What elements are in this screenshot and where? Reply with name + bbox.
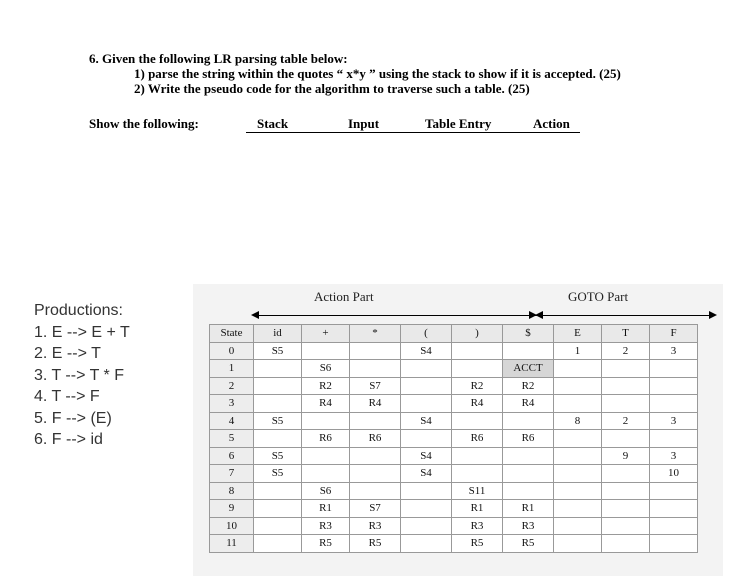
table-cell — [254, 517, 302, 535]
state-cell: 7 — [210, 465, 254, 483]
table-cell: S6 — [302, 482, 350, 500]
table-cell — [350, 412, 401, 430]
table-cell — [554, 517, 602, 535]
table-cell: R6 — [350, 430, 401, 448]
table-cell: 10 — [650, 465, 698, 483]
table-cell — [254, 377, 302, 395]
table-cell: R5 — [452, 535, 503, 553]
table-cell: S5 — [254, 447, 302, 465]
productions-title: Productions: — [34, 302, 123, 319]
table-cell: S4 — [401, 342, 452, 360]
table-cell: S7 — [350, 377, 401, 395]
table-cell — [350, 465, 401, 483]
table-cell: R2 — [452, 377, 503, 395]
table-row — [210, 360, 698, 378]
table-cell: 3 — [650, 447, 698, 465]
table-cell — [602, 482, 650, 500]
table-cell: R4 — [350, 395, 401, 413]
table-cell — [350, 342, 401, 360]
state-cell: 4 — [210, 412, 254, 430]
table-cell: R3 — [302, 517, 350, 535]
question-title: 6. Given the following LR parsing table below: — [89, 51, 348, 66]
state-cell: 2 — [210, 377, 254, 395]
table-cell — [302, 342, 350, 360]
table-cell: R5 — [350, 535, 401, 553]
header-cell: id — [254, 325, 302, 343]
state-cell: 9 — [210, 500, 254, 518]
header-cell: + — [302, 325, 350, 343]
table-cell — [602, 517, 650, 535]
table-cell — [650, 395, 698, 413]
table-cell — [602, 360, 650, 378]
table-cell — [554, 465, 602, 483]
table-cell: 3 — [650, 412, 698, 430]
state-cell: 1 — [210, 360, 254, 378]
table-row — [210, 377, 698, 395]
state-cell: 0 — [210, 342, 254, 360]
table-cell: R3 — [503, 517, 554, 535]
table-cell — [503, 447, 554, 465]
table-cell — [452, 447, 503, 465]
column-header-table-entry: Table Entry — [425, 116, 492, 131]
table-row — [210, 412, 698, 430]
table-cell: 2 — [602, 412, 650, 430]
table-cell: S11 — [452, 482, 503, 500]
table-cell — [254, 500, 302, 518]
table-cell: R1 — [503, 500, 554, 518]
table-cell — [452, 360, 503, 378]
table-cell — [554, 395, 602, 413]
table-cell — [254, 535, 302, 553]
table-cell — [401, 360, 452, 378]
table-cell: R3 — [452, 517, 503, 535]
production-item: 3. T --> T * F — [34, 366, 124, 384]
table-row — [210, 342, 698, 360]
table-cell — [350, 482, 401, 500]
production-item: 2. E --> T — [34, 345, 101, 362]
table-cell: R6 — [302, 430, 350, 448]
table-cell — [401, 395, 452, 413]
table-cell — [254, 360, 302, 378]
table-cell — [602, 377, 650, 395]
table-cell — [503, 465, 554, 483]
table-cell: R2 — [503, 377, 554, 395]
production-item: 1. E --> E + T — [34, 323, 130, 341]
header-cell: T — [602, 325, 650, 343]
table-cell: R3 — [350, 517, 401, 535]
table-cell — [602, 395, 650, 413]
table-cell — [452, 342, 503, 360]
state-cell: 5 — [210, 430, 254, 448]
table-header-row — [210, 325, 698, 343]
table-cell — [452, 465, 503, 483]
table-cell — [650, 377, 698, 395]
arrow-right-icon — [709, 311, 717, 319]
question-item-2: 2) Write the pseudo code for the algorithm to traverse such a table. (25) — [134, 81, 530, 96]
table-cell — [503, 482, 554, 500]
table-row — [210, 395, 698, 413]
goto-part-arrow — [535, 315, 715, 316]
table-cell — [350, 447, 401, 465]
table-row — [210, 430, 698, 448]
action-part-arrow — [253, 315, 535, 316]
table-row — [210, 465, 698, 483]
table-cell — [254, 395, 302, 413]
table-cell — [302, 465, 350, 483]
table-cell: R6 — [452, 430, 503, 448]
table-cell — [254, 430, 302, 448]
table-cell: S5 — [254, 342, 302, 360]
table-cell: 9 — [602, 447, 650, 465]
table-cell — [554, 482, 602, 500]
table-cell — [554, 500, 602, 518]
table-cell — [650, 482, 698, 500]
table-cell: R4 — [302, 395, 350, 413]
column-header-stack: Stack — [257, 116, 289, 131]
table-cell: 2 — [602, 342, 650, 360]
table-cell — [254, 482, 302, 500]
table-cell: R5 — [302, 535, 350, 553]
table-cell — [401, 430, 452, 448]
table-cell — [554, 535, 602, 553]
header-cell: $ — [503, 325, 554, 343]
state-cell: 8 — [210, 482, 254, 500]
table-row — [210, 447, 698, 465]
table-cell — [401, 500, 452, 518]
header-cell: E — [554, 325, 602, 343]
goto-part-label: GOTO Part — [568, 289, 629, 304]
table-cell — [650, 360, 698, 378]
state-cell: 3 — [210, 395, 254, 413]
table-cell: S6 — [302, 360, 350, 378]
production-item: 6. F --> id — [34, 431, 103, 448]
table-cell: S4 — [401, 447, 452, 465]
column-header-underline — [246, 132, 580, 133]
table-cell — [650, 430, 698, 448]
productions-list — [34, 300, 130, 451]
table-cell — [602, 465, 650, 483]
arrow-left-icon — [251, 311, 259, 319]
table-row — [210, 482, 698, 500]
header-cell: F — [650, 325, 698, 343]
lr-parsing-table-panel — [193, 284, 723, 576]
table-cell — [401, 482, 452, 500]
table-cell — [401, 535, 452, 553]
table-cell — [401, 517, 452, 535]
table-cell — [503, 412, 554, 430]
production-item: 5. F --> (E) — [34, 409, 112, 427]
action-part-label: Action Part — [314, 289, 374, 304]
column-header-input: Input — [348, 116, 380, 131]
table-cell: 8 — [554, 412, 602, 430]
table-cell — [650, 535, 698, 553]
table-cell — [554, 377, 602, 395]
table-cell: R1 — [302, 500, 350, 518]
table-cell: 3 — [650, 342, 698, 360]
table-cell — [650, 517, 698, 535]
column-header-action: Action — [533, 116, 570, 131]
header-cell: ( — [401, 325, 452, 343]
table-cell — [554, 430, 602, 448]
table-cell — [503, 342, 554, 360]
table-cell: S5 — [254, 412, 302, 430]
table-cell: R6 — [503, 430, 554, 448]
table-cell — [554, 447, 602, 465]
table-cell: 1 — [554, 342, 602, 360]
state-cell: 11 — [210, 535, 254, 553]
lr-parsing-table — [209, 324, 698, 553]
production-item: 4. T --> F — [34, 388, 100, 405]
header-cell: ) — [452, 325, 503, 343]
table-cell: S4 — [401, 412, 452, 430]
table-cell: S5 — [254, 465, 302, 483]
table-cell: R2 — [302, 377, 350, 395]
state-cell: 10 — [210, 517, 254, 535]
table-cell: S4 — [401, 465, 452, 483]
table-cell: S7 — [350, 500, 401, 518]
table-cell — [602, 430, 650, 448]
table-cell: R1 — [452, 500, 503, 518]
question-item-1: 1) parse the string within the quotes “ x*y ” using the stack to show if it is accepted. (25) — [134, 66, 621, 81]
table-cell — [401, 377, 452, 395]
table-cell — [554, 360, 602, 378]
table-cell — [350, 360, 401, 378]
table-cell: R5 — [503, 535, 554, 553]
table-row — [210, 517, 698, 535]
table-cell — [302, 447, 350, 465]
show-following-label: Show the following: — [89, 116, 199, 131]
table-cell — [302, 412, 350, 430]
table-cell — [452, 412, 503, 430]
table-cell: R4 — [452, 395, 503, 413]
header-cell: * — [350, 325, 401, 343]
table-row — [210, 535, 698, 553]
table-cell: ACCT — [503, 360, 554, 378]
header-cell: State — [210, 325, 254, 343]
table-cell — [602, 535, 650, 553]
table-cell: R4 — [503, 395, 554, 413]
state-cell: 6 — [210, 447, 254, 465]
arrow-left-icon — [535, 311, 543, 319]
table-cell — [650, 500, 698, 518]
table-cell — [602, 500, 650, 518]
table-row — [210, 500, 698, 518]
